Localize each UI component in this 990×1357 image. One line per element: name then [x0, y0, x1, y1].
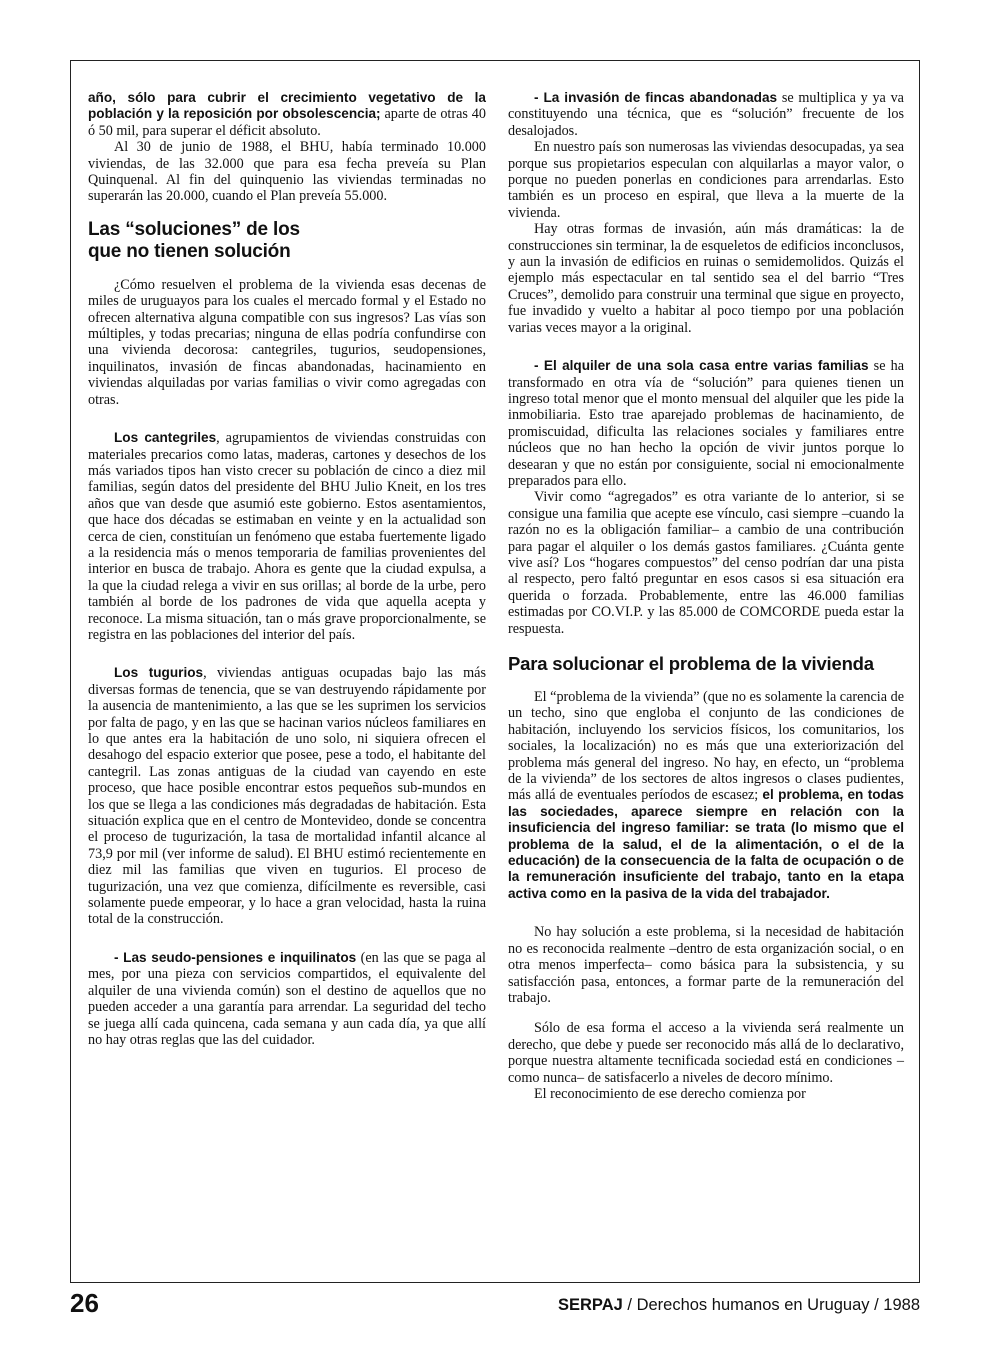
- section-heading: Para solucionar el problema de la vivienda: [508, 653, 874, 674]
- heading-line: que no tienen solución: [88, 240, 291, 262]
- paragraph: Hay otras formas de invasión, aún más dramáticas: la de construcciones sin terminar, la de esqueletos de edificios inconclusos, y aun la invasión de edificios en ruinas o semidemolidos. Quizás el ejemplo más espectacular en tal sentido sea el del barrio “Tres Cruces”, demolido para construir una terminal que sigue en proyecto, fue invadido y vuelto a habitar al poco tiempo por una población varias veces mayor a la original.: [508, 221, 904, 336]
- lead-term: Los tugurios: [114, 665, 204, 681]
- paragraph-body: , viviendas antiguas ocupadas bajo las más diversas formas de tenencia, que se van destruyendo rápidamente por la ausencia de mantenimiento, a las que se les suprimen los servicios por falta de pago, y en las que se hacinan varios núcleos familiares en lo que antes era la habitación de uno solo, ni siquiera ofrecen el desahogo del espacio exterior que posee, pese a todo, el habitante del cantegril. Las zonas antiguas de la ciudad van cayendo en este proceso, que hace posible encontrar estos pequeños sub-mundos en los que se llega a las condiciones más degradadas de habitación. Esta situación explica que en el centro de Montevideo, donde se concentra el proceso de tugurización, la tasa de mortalidad infantil alcance al 73,9 por mil (ver informe de salud). El BHU estimó recientemente en diez mil las familias que viven en tugurios. El proceso de tugurización, una vez que comienza, difícilmente es reversible, casi solamente puede empeorar, y lo hace a gran velocidad, hasta la ruina total de la construcción.: [88, 665, 486, 928]
- paragraph: [508, 90, 904, 139]
- paragraph: [88, 430, 486, 643]
- paragraph-body: (en las que se paga al mes, por una pieza con servicios compartidos, el equivalente del alquiler de una vivienda común) son el destino de aquellos que no pueden acceder a una garantía para arrendar. La seguridad del techo se juega allí cada quincena, cada semana y aun cada día, ya que allí no hay otras reglas que las del cuidador.: [88, 949, 486, 1048]
- publisher-name: SERPAJ: [558, 1296, 623, 1314]
- paragraph: [508, 358, 904, 489]
- paragraph: ¿Cómo resuelven el problema de la vivienda esas decenas de miles de uruguayos para los cuales el mercado formal y el Estado no ofrecen alternativa alguna compatible con sus ingresos? Las vías son múltiples, y todas precarias; ninguna de ellas podría confundirse con una vivienda decorosa: cantegriles, tugurios, seudopensiones, inquilinatos, invasión de fincas abandonadas, hacinamiento en viviendas alquiladas por varias familias o vivir como agregadas con otras.: [88, 276, 486, 408]
- left-column: [88, 90, 486, 1048]
- right-column: [508, 90, 904, 1102]
- running-footer: [558, 1296, 920, 1315]
- bold-emphasis: el problema, en todas las sociedades, aparece siempre en relación con la insuficiencia del ingreso familiar: se trata (lo mismo que el problema de la salud, el de la alimentación, o el de la educación) de la consecuencia de la falta de ocupación o de la remuneración insuficiente del trabajo, tanto en la etapa activa como en la pasiva de la vida del trabajador.: [508, 787, 904, 901]
- bold-continuation: año, sólo para cubrir el crecimiento vegetativo de la población y la reposición por obsolescencia;: [88, 90, 486, 122]
- section-heading: [88, 219, 486, 263]
- paragraph: En nuestro país son numerosas las viviendas desocupadas, ya sea porque sus propietarios especulan con alquilarlas a mayor valor, o porque no pueden ponerlas en condiciones para arrendarlas. Esto también es un proceso en espiral, que lleva a la muerte de la vivienda.: [508, 139, 904, 221]
- paragraph-body: se ha transformado en otra vía de “solución” para quienes tienen un ingreso total menor que el monto mensual del alquiler que les pide la inmobiliaria. Esto trae aparejado problemas de hacinamiento, de promiscuidad, dificulta las relaciones sociales y familiares entre núcleos que no han hecho la opción de vivir juntos porque lo desearan y que no están por consiguiente, social ni emocionalmente preparados para ello.: [508, 358, 905, 489]
- lead-term: - Las seudo-pensiones e inquilinatos: [114, 949, 357, 965]
- paragraph-body: El “problema de la vivienda” (que no es solamente la carencia de un techo, sino que engloba el conjunto de las condiciones de habitación, incluyendo los servicios físicos, los comunitarios, los sociales, la localización) no es más que una exteriorización del problema más general del ingreso. No hay, en efecto, un “problema de la vivienda” de los sectores de altos ingresos o clases pudientes, más allá de eventuales períodos de escasez;: [508, 689, 904, 804]
- paragraph: [88, 90, 486, 139]
- paragraph: [88, 950, 486, 1048]
- paragraph: Sólo de esa forma el acceso a la vivienda será realmente un derecho, que debe y puede ser reconocido más allá de lo declarativo, porque nuestra altamente tecnificada sociedad está en condiciones –como nunca– de satisfacerlo a niveles de decoro mínimo.: [508, 1020, 904, 1086]
- paragraph-body: se multiplica y ya va constituyendo una técnica, que es “solución” frecuente de los desalojados.: [508, 90, 904, 139]
- lead-term: - La invasión de fincas abandonadas: [534, 90, 778, 105]
- paragraph: Al 30 de junio de 1988, el BHU, había terminado 10.000 viviendas, de las 32.000 que para esa fecha preveía su Plan Quinquenal. Al fin del quinquenio las viviendas terminadas no superarán las 20.000, cuando el Plan preveía 55.000.: [88, 139, 486, 205]
- lead-term: - El alquiler de una sola casa entre varias familias: [534, 358, 869, 374]
- publication-title: / Derechos humanos en Uruguay / 1988: [622, 1296, 920, 1314]
- paragraph: [88, 665, 486, 928]
- paragraph: No hay solución a este problema, si la necesidad de habitación no es reconocida realmente –dentro de esta organización social, o en otra menos imperfecta– como básica para la subsistencia, y su satisfacción pasa, entonces, a formar parte de la remuneración del trabajo.: [508, 924, 904, 1006]
- lead-term: Los cantegriles: [114, 430, 217, 446]
- paragraph: El reconocimiento de ese derecho comienza por: [534, 1085, 806, 1102]
- paragraph-body: , agrupamientos de viviendas construidas con materiales precarios como latas, maderas, cartones y desechos de los más variados tipos han visto crecer su población de cinco a diez mil familias, según datos del presidente del BHU Julio Kneit, en los tres años que van desde que asumió este gobierno. Estos asentamientos, que hace dos décadas se estimaban en veinte y en la actualidad son cerca de cien, constituían un fenómeno que estaba fuertemente ligado a la residencia más o menos temporaria de familias provenientes del interior en busca de trabajo. Ahora es gente que la ciudad expulsa, a la que la ciudad relega a vivir en sus orillas; al borde de la urbe, pero también al borde de los padrones de vida que aquella acepta y reconoce. La misma situación, tan o más grave proporcionalmente, se registra en las poblaciones del interior del país.: [88, 430, 486, 643]
- heading-line: Las “soluciones” de los: [88, 218, 300, 240]
- paragraph: [508, 689, 904, 902]
- paragraph-tail: aparte de otras 40 ó 50 mil, para superar el déficit absoluto.: [88, 106, 486, 139]
- page-number: 26: [70, 1288, 99, 1318]
- paragraph: Vivir como “agregados” es otra variante de lo anterior, si se consigue una familia que acepte ese vínculo, casi siempre –cuando la razón no es la obligación familiar– a cambio de una contribución para pagar el alquiler o los demás gastos familiares. ¿Cuánta gente vive así? Los “hogares compuestos” del censo podrían dar una pista al respecto, pero faltó preguntar en esos casos si esa situación era querida o forzada. Probablemente, entre las 46.000 familias estimadas por CO.VI.P. y las 85.000 de COMCORDE pueda estar la respuesta.: [508, 489, 904, 637]
